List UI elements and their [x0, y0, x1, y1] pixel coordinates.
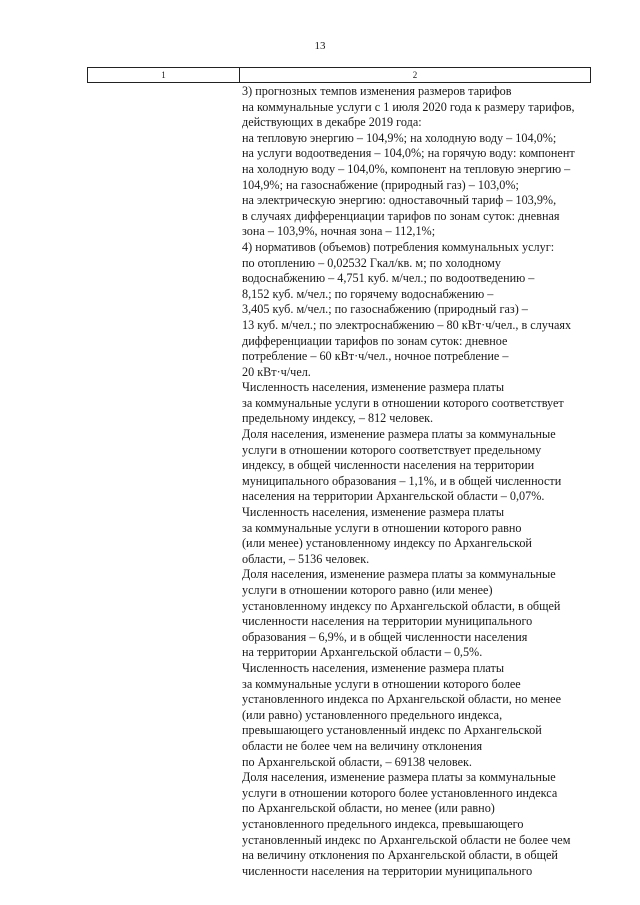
text-line: 3,405 куб. м/чел.; по газоснабжению (природный газ) –	[242, 302, 528, 317]
text-line: 4) нормативов (объемов) потребления коммунальных услуг:	[242, 239, 555, 254]
text-line: услуги в отношении которого равно (или менее)	[242, 583, 493, 597]
text-line: установленного индекса по Архангельской области, но менее	[242, 692, 561, 707]
text-line: на тепловую энергию – 104,9%; на холодную воду – 104,0%;	[242, 130, 557, 145]
text-line: услуги в отношении которого более установленного индекса	[242, 785, 558, 800]
text-line: по Архангельской области, но менее (или равно)	[242, 801, 495, 816]
text-line: 104,9%; на газоснабжение (природный газ) – 103,0%;	[242, 177, 519, 192]
text-line: на электрическую энергию: одноставочный тариф – 103,9%,	[242, 193, 557, 208]
text-line: 20 кВт·ч/чел.	[242, 364, 311, 379]
table-header-row	[87, 67, 591, 83]
text-line: установленному индексу по Архангельской области, в общей	[242, 598, 561, 613]
text-line: Доля населения, изменение размера платы за коммунальные	[242, 567, 556, 582]
text-line: за коммунальные услуги в отношении которого соответствует	[242, 395, 564, 410]
text-line: предельному индексу, – 812 человек.	[242, 411, 434, 426]
column-header-2: 2	[240, 68, 591, 82]
text-line: на величину отклонения по Архангельской области, в общей	[242, 848, 558, 863]
text-line: индексу, в общей численности населения на территории	[242, 458, 535, 473]
text-line: водоснабжению – 4,751 куб. м/чел.; по водоотведению –	[242, 271, 535, 286]
table-cell-column-1	[87, 83, 238, 879]
text-line: услуги в отношении которого соответствует предельному	[242, 442, 542, 457]
text-line: Численность населения, изменение размера платы	[242, 660, 505, 675]
table-body-row	[87, 83, 591, 879]
text-line: превышающего установленный индекс по Архангельской	[242, 723, 542, 738]
text-line: (или равно) установленного предельного индекса,	[242, 707, 503, 722]
text-line: на коммунальные услуги с 1 июля 2020 года к размеру тарифов,	[242, 99, 575, 114]
text-line: (или менее) установленному индексу по Архангельской	[242, 536, 532, 551]
text-line: зона – 103,9%, ночная зона – 112,1%;	[242, 224, 436, 239]
text-line: численности населения на территории муниципального	[242, 614, 533, 629]
text-line: в случаях дифференциации тарифов по зонам суток: дневная	[242, 208, 560, 223]
text-line: за коммунальные услуги в отношении которого более	[242, 676, 521, 691]
text-line: потребление – 60 кВт·ч/чел., ночное потребление –	[242, 349, 509, 364]
column-header-1: 1	[87, 68, 240, 82]
text-line: по отоплению – 0,02532 Гкал/кв. м; по холодному	[242, 255, 501, 270]
text-line: 13 куб. м/чел.; по электроснабжению – 80 кВт·ч/чел., в случаях	[242, 317, 572, 332]
text-line: населения на территории Архангельской области – 0,07%.	[242, 489, 545, 504]
text-line: на услуги водоотведения – 104,0%; на горячую воду: компонент	[242, 146, 575, 161]
text-line: области, – 5136 человек.	[242, 551, 370, 566]
text-line: Численность населения, изменение размера платы	[242, 380, 505, 395]
text-line: 8,152 куб. м/чел.; по горячему водоснабжению –	[242, 286, 494, 301]
text-line: численности населения на территории муниципального	[242, 863, 533, 878]
document-table	[87, 67, 591, 879]
text-line: 3) прогнозных темпов изменения размеров тарифов	[242, 84, 512, 98]
text-line: области не более чем на величину отклонения	[242, 738, 483, 753]
text-line: по Архангельской области, – 69138 человек.	[242, 754, 472, 769]
text-line: дифференциации тарифов по зонам суток: дневное	[242, 333, 508, 348]
text-line: установленного предельного индекса, превышающего	[242, 816, 524, 831]
text-line: установленный индекс по Архангельской области не более чем	[242, 832, 571, 847]
text-line: на холодную воду – 104,0%, компонент на тепловую энергию –	[242, 161, 571, 176]
text-line: Численность населения, изменение размера платы	[242, 505, 505, 520]
page-number: 13	[314, 40, 326, 52]
table-cell-column-2	[238, 83, 591, 879]
text-line: за коммунальные услуги в отношении которого равно	[242, 520, 522, 535]
text-line: на территории Архангельской области – 0,5%.	[242, 645, 483, 660]
text-line: Доля населения, изменение размера платы за коммунальные	[242, 770, 556, 785]
text-line: действующих в декабре 2019 года:	[242, 115, 422, 130]
text-line: образования – 6,9%, и в общей численности населения	[242, 629, 528, 644]
text-line: муниципального образования – 1,1%, и в общей численности	[242, 473, 562, 488]
text-line: Доля населения, изменение размера платы за коммунальные	[242, 427, 556, 442]
